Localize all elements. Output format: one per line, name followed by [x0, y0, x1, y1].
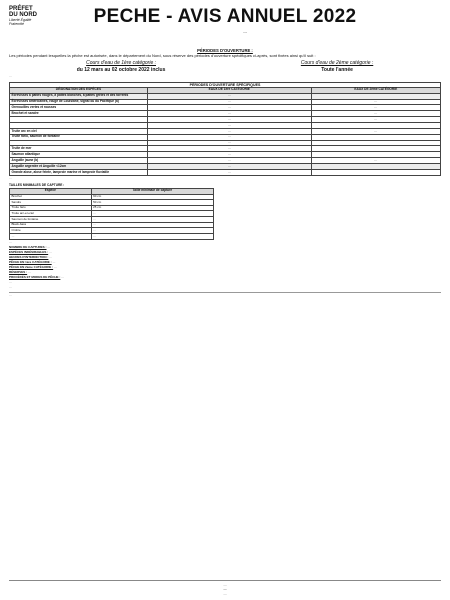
regulation-paragraph: [9, 256, 441, 260]
regulation-paragraph: [9, 246, 441, 250]
sizes-note: …: [9, 239, 12, 244]
size-species-cell: Black-bass: [10, 222, 92, 228]
regulation-paragraph: [9, 281, 441, 285]
regulation-body: …: [53, 264, 57, 269]
ouverture-heading: PÉRIODES D'OUVERTURE :: [197, 48, 253, 53]
category-1: [77, 60, 166, 73]
category-2-dates: Toute l'année: [321, 67, 353, 73]
regulation-body: …: [61, 274, 65, 279]
regulation-heading: NOMBRE DE CAPTURES :: [9, 244, 47, 249]
size-species-cell: Truite arc-en-ciel: [10, 211, 92, 217]
sizes-table-row: [10, 233, 214, 239]
size-value-cell: …: [91, 222, 213, 228]
regulation-body: …: [9, 279, 12, 284]
sizes-table: [9, 188, 214, 240]
category-1-title: Cours d'eau de 1ère catégorie :: [86, 60, 156, 66]
cat2-cell: …: [311, 158, 440, 164]
category-2-title: Cours d'eau de 2ème catégorie :: [300, 60, 374, 66]
regulation-paragraph: [9, 286, 441, 290]
regulation-heading: ESPÈCES INDÉSIRABLES :: [9, 249, 49, 254]
prefecture-line2: DU NORD: [9, 12, 37, 18]
regulation-heading: HEURES D'INTERDICTION :: [9, 254, 49, 259]
cat1-cell: …: [147, 169, 311, 175]
species-cell: Grenouilles vertes et rousses: [10, 105, 148, 111]
regulation-paragraph: [9, 271, 441, 275]
cat1-cell: …: [147, 158, 311, 164]
sizes-heading: TAILLES MINIMALES DE CAPTURE :: [9, 182, 65, 187]
periods-table-title: PÉRIODES D'OUVERTURE SPÉCIFIQUES: [9, 82, 441, 87]
prefecture-line1: PRÉFET: [9, 6, 33, 12]
cat2-cell: [311, 169, 440, 175]
prefecture-motto: Liberté Égalité Fraternité: [9, 18, 32, 26]
size-value-cell: 50 cm: [91, 200, 213, 206]
ouverture-note: …: [9, 74, 12, 78]
cat2-cell: …: [311, 105, 440, 111]
cat1-cell: …: [147, 140, 311, 146]
species-cell: Anguille jaune (b): [10, 158, 148, 164]
species-cell: Truite de mer: [10, 146, 148, 152]
regulation-body: …: [9, 284, 12, 289]
periods-table-row: [10, 169, 441, 175]
footnotes: …: [9, 292, 441, 298]
ouverture-text: Les périodes pendant lesquelles la pêche est autorisée, dans le département du Nord, sous réserve des périodes d'ouverture spécifiques ci-après, sont fixées ainsi qu'il suit :: [9, 53, 316, 58]
cat2-cell: …: [311, 117, 440, 123]
header-species: DÉSIGNATION DES ESPÈCES: [10, 87, 148, 93]
species-cell: Anguille argentée et Anguille <12cm: [10, 164, 148, 170]
cat1-cell: …: [147, 105, 311, 111]
species-cell: Truite arc en ciel: [10, 128, 148, 134]
regulation-paragraph: [9, 251, 441, 255]
size-value-cell: …: [91, 211, 213, 217]
cat1-cell: …: [147, 123, 311, 129]
category-columns: [9, 60, 441, 73]
size-species-cell: Sandre: [10, 200, 92, 206]
regulation-paragraph: [9, 261, 441, 265]
regulation-paragraph: [9, 276, 441, 280]
footer-line-3: …: [223, 591, 227, 596]
category-1-dates: du 12 mars au 02 octobre 2022 inclus: [76, 67, 166, 73]
regulation-heading: RÉSERVES :: [9, 269, 28, 274]
regulation-body: …: [49, 249, 53, 254]
cat1-cell: …: [147, 117, 311, 123]
cat1-cell: …: [147, 146, 311, 152]
species-cell: Écrevisses américaines, rouge de Louisiane, signal ou du Pacifique (a): [10, 99, 148, 105]
size-value-cell: …: [91, 233, 213, 239]
species-cell: Saumon atlantique: [10, 152, 148, 158]
regulation-paragraph: [9, 266, 441, 270]
cat1-cell: …: [147, 128, 311, 134]
header-cat2: EAUX DE 2ème CATÉGORIE: [311, 87, 440, 93]
cat2-cell: …: [311, 128, 440, 134]
cat1-cell: …: [147, 99, 311, 105]
category-2: [301, 60, 373, 73]
regulation-heading: PÊCHE EN 2ème CATÉGORIE :: [9, 264, 54, 269]
periods-table-wrap: [9, 82, 441, 181]
cat1-cell: …: [147, 152, 311, 158]
sizes-header-size: Taille minimale de capture: [91, 188, 213, 194]
size-species-cell: Saumon de fontaine: [10, 217, 92, 223]
size-species-cell: Ombre: [10, 228, 92, 234]
cat1-cell: …: [147, 111, 311, 117]
regulation-body: …: [52, 259, 56, 264]
species-cell: Écrevisses à pattes rouges, à pattes blanches, à pattes grêles et des torrents: [10, 93, 148, 99]
regulation-body: …: [47, 244, 51, 249]
regulation-text: [9, 246, 441, 290]
size-value-cell: …: [91, 217, 213, 223]
regulation-heading: PÊCHE EN 1ère CATÉGORIE :: [9, 259, 52, 264]
species-cell: Brochet et sandre: [10, 111, 148, 117]
cat1-cell: …: [147, 93, 311, 99]
page-title: PECHE - AVIS ANNUEL 2022: [93, 6, 357, 27]
footer-line-2: …: [223, 587, 227, 592]
species-cell: Truite fario, saumon de fontaine: [10, 134, 148, 140]
sizes-header-species: Espèce: [10, 188, 92, 194]
regulation-heading: PROCÉDÉS ET MODES DE PÊCHE :: [9, 274, 61, 279]
size-species-cell: Truite fario: [10, 205, 92, 211]
header: [9, 6, 441, 46]
size-species-cell: …: [10, 233, 92, 239]
species-cell: Grande alose, alose feinte, lamproie marine et lamproie fluviatile: [10, 169, 148, 175]
size-value-cell: 60 cm: [91, 194, 213, 200]
size-value-cell: 25 cm: [91, 205, 213, 211]
cat1-cell: …: [147, 164, 311, 170]
regulation-body: …: [49, 254, 53, 259]
cat2-cell: …: [311, 99, 440, 105]
cat2-cell: …: [311, 111, 440, 117]
intro-text: …: [243, 30, 247, 34]
cat1-cell: …: [147, 134, 311, 140]
size-value-cell: …: [91, 228, 213, 234]
footer: [9, 580, 441, 596]
regulation-body: …: [27, 269, 31, 274]
footer-line-1: …: [223, 583, 227, 588]
periods-table: [9, 87, 441, 176]
size-species-cell: Brochet: [10, 194, 92, 200]
periods-notes: …: [9, 175, 12, 180]
header-cat1: EAUX DE 1ère CATÉGORIE: [147, 87, 311, 93]
